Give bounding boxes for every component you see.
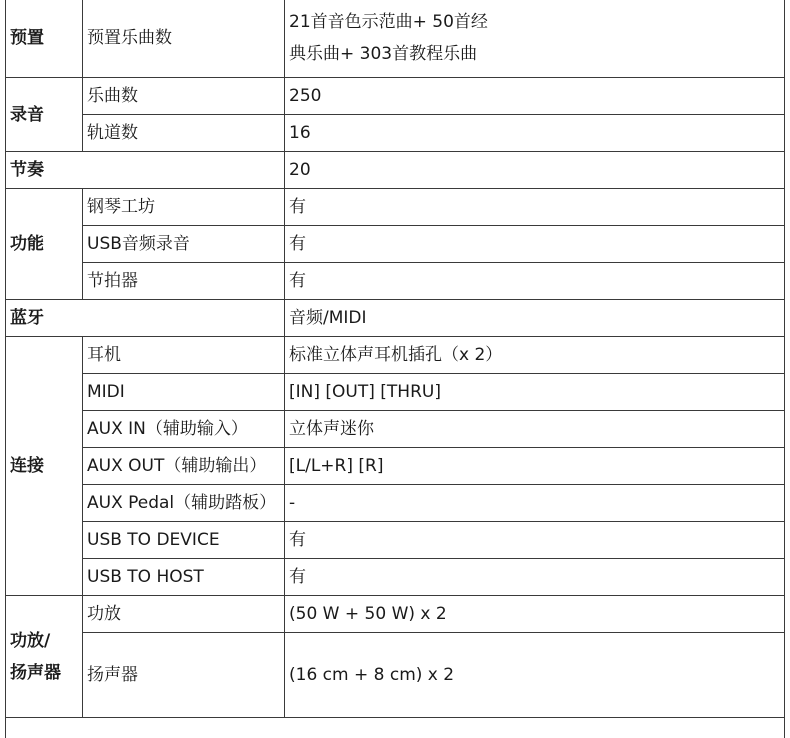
value-aux-out: [L/L+R] [R]	[285, 448, 785, 485]
row-connect-midi	[6, 374, 785, 411]
item-record-tracks: 轨道数	[83, 115, 285, 152]
row-connect-aux-pedal	[6, 485, 785, 522]
item-usb-audio: USB音频录音	[83, 226, 285, 263]
value-usb-audio: 有	[285, 226, 785, 263]
row-function-usb-audio	[6, 226, 785, 263]
row-record-songs	[6, 78, 785, 115]
row-speaker	[6, 633, 785, 718]
category-amp-line2: 扬声器	[10, 657, 82, 689]
row-rhythm	[6, 152, 785, 189]
item-amp: 功放	[83, 596, 285, 633]
item-midi: MIDI	[83, 374, 285, 411]
item-usb-host: USB TO HOST	[83, 559, 285, 596]
row-connect-aux-out	[6, 448, 785, 485]
value-headphones: 标准立体声耳机插孔（x 2）	[285, 337, 785, 374]
value-rhythm: 20	[285, 152, 785, 189]
item-aux-in: AUX IN（辅助输入）	[83, 411, 285, 448]
row-preset	[6, 0, 785, 78]
row-amp	[6, 596, 785, 633]
category-function: 功能	[6, 189, 83, 300]
value-aux-pedal: -	[285, 485, 785, 522]
item-piano-room: 钢琴工坊	[83, 189, 285, 226]
value-record-songs: 250	[285, 78, 785, 115]
value-bluetooth: 音频/MIDI	[285, 300, 785, 337]
row-connect-aux-in	[6, 411, 785, 448]
value-midi: [IN] [OUT] [THRU]	[285, 374, 785, 411]
category-bluetooth: 蓝牙	[6, 300, 285, 337]
value-usb-host: 有	[285, 559, 785, 596]
item-metronome: 节拍器	[83, 263, 285, 300]
value-aux-in: 立体声迷你	[285, 411, 785, 448]
item-aux-pedal: AUX Pedal（辅助踏板）	[83, 485, 285, 522]
value-preset-line1: 21首音色示范曲+ 50首经	[289, 6, 784, 38]
item-usb-device: USB TO DEVICE	[83, 522, 285, 559]
item-aux-out: AUX OUT（辅助输出）	[83, 448, 285, 485]
row-cut-off	[6, 718, 785, 738]
row-function-metronome	[6, 263, 785, 300]
value-piano-room: 有	[285, 189, 785, 226]
cut-off-cell	[6, 718, 785, 738]
category-amp-line1: 功放/	[10, 625, 82, 657]
value-preset-songs	[285, 0, 785, 78]
item-speaker: 扬声器	[83, 633, 285, 718]
category-connect: 连接	[6, 337, 83, 596]
row-connect-headphones	[6, 337, 785, 374]
category-preset: 预置	[6, 0, 83, 78]
item-record-songs: 乐曲数	[83, 78, 285, 115]
row-record-tracks	[6, 115, 785, 152]
value-metronome: 有	[285, 263, 785, 300]
value-speaker: (16 cm + 8 cm) x 2	[285, 633, 785, 718]
category-amp-speaker	[6, 596, 83, 718]
category-rhythm: 节奏	[6, 152, 285, 189]
row-function-piano-room	[6, 189, 785, 226]
category-record: 录音	[6, 78, 83, 152]
row-bluetooth	[6, 300, 785, 337]
value-amp: (50 W + 50 W) x 2	[285, 596, 785, 633]
item-preset-songs: 预置乐曲数	[83, 0, 285, 78]
value-preset-line2: 典乐曲+ 303首教程乐曲	[289, 38, 784, 70]
row-connect-usb-device	[6, 522, 785, 559]
value-usb-device: 有	[285, 522, 785, 559]
item-headphones: 耳机	[83, 337, 285, 374]
row-connect-usb-host	[6, 559, 785, 596]
value-record-tracks: 16	[285, 115, 785, 152]
spec-table	[5, 0, 785, 738]
